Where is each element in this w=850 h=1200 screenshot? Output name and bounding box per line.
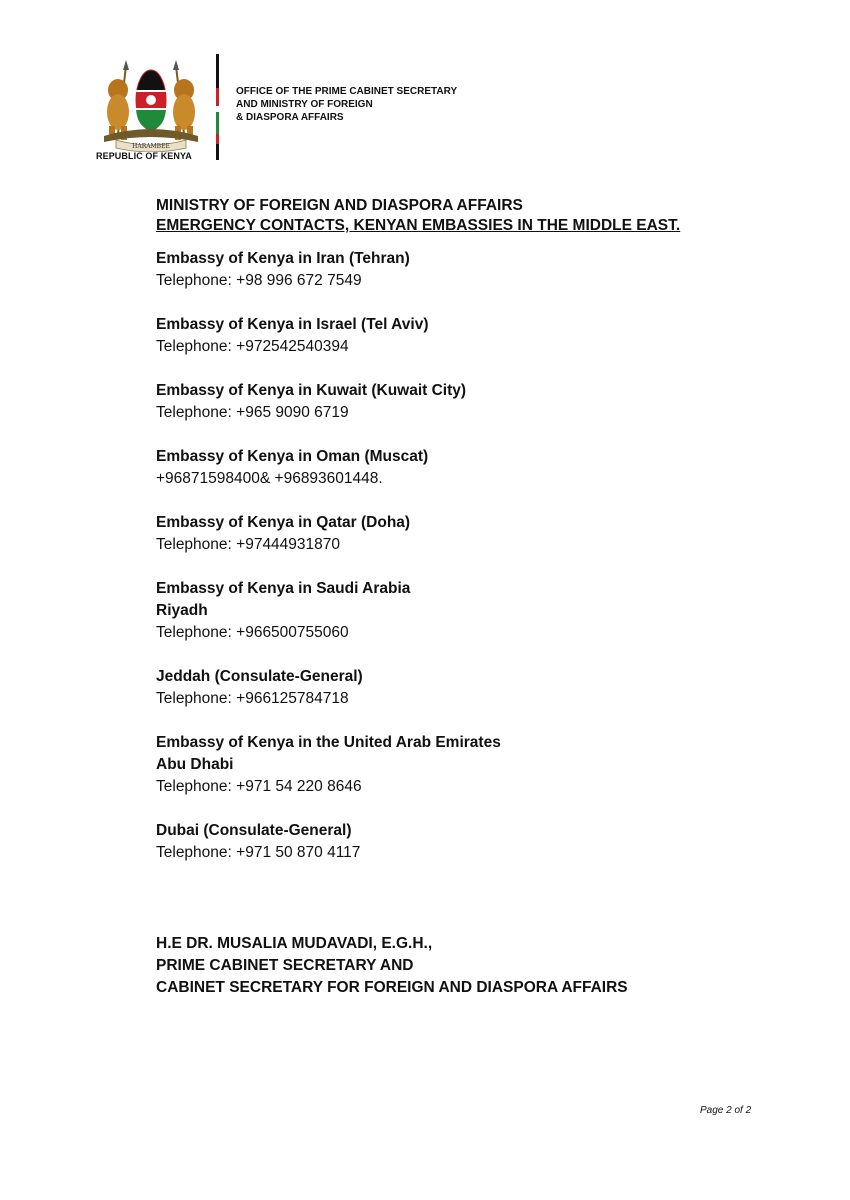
embassy-phone: Telephone: +966500755060 bbox=[156, 624, 349, 641]
emergency-contacts-heading: EMERGENCY CONTACTS, KENYAN EMBASSIES IN THE MIDDLE EAST. bbox=[156, 217, 681, 234]
embassy-phone: Telephone: +966125784718 bbox=[156, 690, 349, 707]
embassy-city: Riyadh bbox=[156, 602, 208, 619]
embassy-phone: Telephone: +97444931870 bbox=[156, 536, 341, 553]
embassy-entry-kuwait bbox=[156, 380, 796, 424]
embassy-title: Embassy of Kenya in Kuwait (Kuwait City) bbox=[156, 382, 467, 399]
kenya-coat-of-arms-icon bbox=[96, 56, 206, 152]
embassy-entry-qatar bbox=[156, 512, 796, 556]
office-line: OFFICE OF THE PRIME CABINET SECRETARY bbox=[236, 86, 458, 97]
signature-line: PRIME CABINET SECRETARY AND bbox=[156, 957, 414, 974]
embassy-phone: Telephone: +972542540394 bbox=[156, 338, 349, 355]
flag-stripe-red-top bbox=[216, 88, 219, 106]
office-line: & DIASPORA AFFAIRS bbox=[236, 112, 344, 123]
embassy-title: Embassy of Kenya in Oman (Muscat) bbox=[156, 448, 429, 465]
embassy-title: Embassy of Kenya in Iran (Tehran) bbox=[156, 250, 410, 267]
embassy-entry-jeddah bbox=[156, 666, 796, 710]
embassy-phone: Telephone: +98 996 672 7549 bbox=[156, 272, 362, 289]
embassy-entry-saudi-arabia bbox=[156, 578, 796, 644]
embassy-title: Embassy of Kenya in Israel (Tel Aviv) bbox=[156, 316, 429, 333]
office-line: AND MINISTRY OF FOREIGN bbox=[236, 99, 373, 110]
embassy-entry-israel bbox=[156, 314, 796, 358]
document-body bbox=[156, 196, 796, 864]
embassy-entry-iran bbox=[156, 248, 796, 292]
signature-line: CABINET SECRETARY FOR FOREIGN AND DIASPORA AFFAIRS bbox=[156, 979, 628, 996]
flag-stripe-black-top bbox=[216, 54, 219, 88]
embassy-title: Embassy of Kenya in Saudi Arabia bbox=[156, 580, 411, 597]
embassy-phone: Telephone: +971 54 220 8646 bbox=[156, 778, 362, 795]
embassy-title: Embassy of Kenya in the United Arab Emirates bbox=[156, 734, 501, 751]
flag-stripe-red-bottom bbox=[216, 134, 219, 144]
embassy-title: Embassy of Kenya in Qatar (Doha) bbox=[156, 514, 411, 531]
embassy-title: Jeddah (Consulate-General) bbox=[156, 668, 363, 685]
signature-line: H.E DR. MUSALIA MUDAVADI, E.G.H., bbox=[156, 935, 433, 952]
office-title bbox=[236, 85, 457, 124]
signature-block bbox=[156, 933, 628, 999]
embassy-city: Abu Dhabi bbox=[156, 756, 234, 773]
ministry-heading: MINISTRY OF FOREIGN AND DIASPORA AFFAIRS bbox=[156, 197, 523, 214]
flag-stripe-black-bottom bbox=[216, 144, 219, 160]
kenya-flag-bar bbox=[216, 54, 219, 160]
embassy-phone: Telephone: +971 50 870 4117 bbox=[156, 844, 361, 861]
letterhead bbox=[0, 0, 850, 170]
embassy-title: Dubai (Consulate-General) bbox=[156, 822, 352, 839]
page-number: Page 2 of 2 bbox=[700, 1105, 752, 1116]
embassy-phone: Telephone: +965 9090 6719 bbox=[156, 404, 349, 421]
embassy-entry-uae bbox=[156, 732, 796, 798]
republic-label: REPUBLIC OF KENYA bbox=[96, 151, 192, 161]
flag-stripe-green bbox=[216, 112, 219, 134]
embassy-entry-dubai bbox=[156, 820, 796, 864]
embassy-entry-oman bbox=[156, 446, 796, 490]
embassy-phone: +96871598400& +96893601448. bbox=[156, 470, 383, 487]
motto-text: HARAMBEE bbox=[132, 143, 170, 150]
